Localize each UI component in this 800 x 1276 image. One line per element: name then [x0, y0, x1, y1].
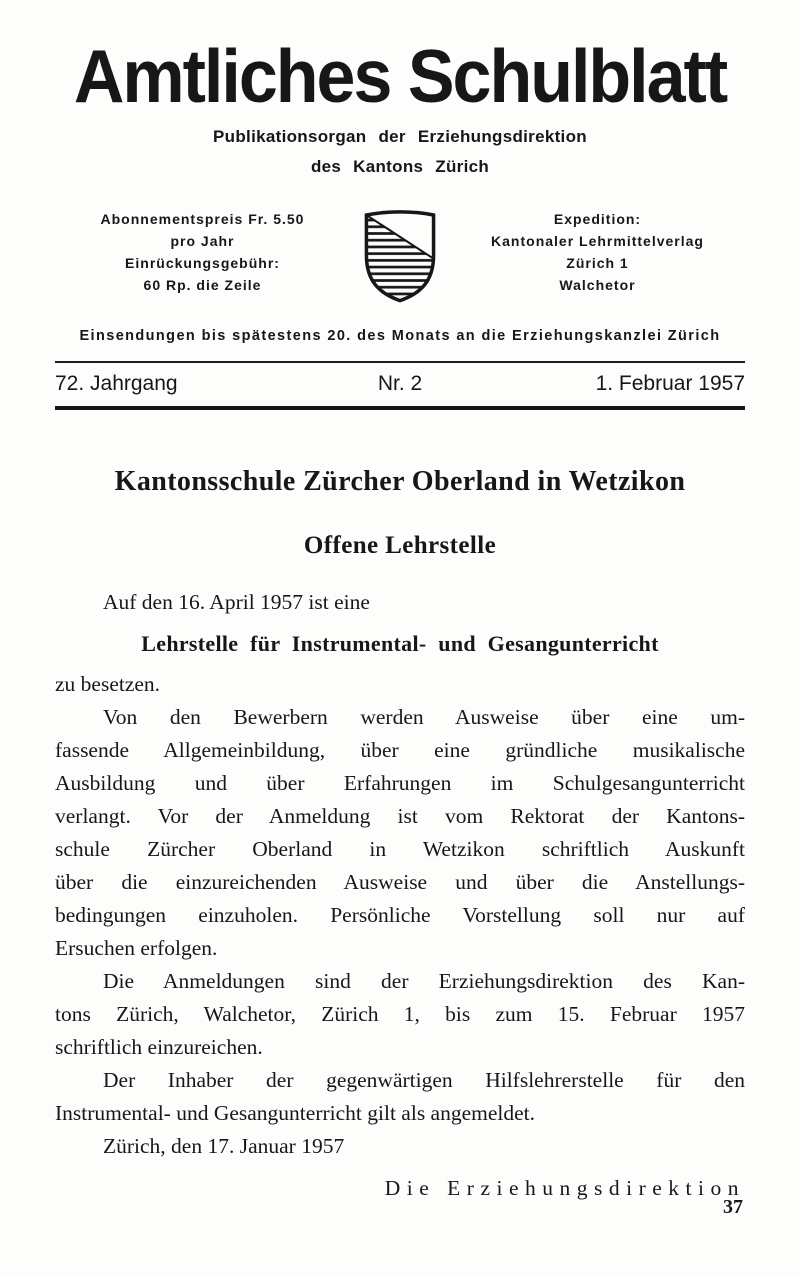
scanned-page [0, 33, 800, 1205]
article-heading: Kantonsschule Zürcher Oberland in Wetzikon [114, 466, 686, 497]
divider-bottom [55, 406, 745, 410]
subscription-info-line: pro Jahr [170, 233, 235, 249]
publication-subtitle-line1: Publikationsorgan der Erziehungsdirektion [213, 127, 587, 146]
publication-subtitle-line2: des Kantons Zürich [310, 157, 490, 176]
paragraph-line: Der Inhaber der gegenwärtigen Hilfslehrerstelle für den [103, 1068, 745, 1092]
dateline: Zürich, den 17. Januar 1957 [103, 1134, 345, 1158]
article [55, 466, 745, 1205]
paragraph-line: Von den Bewerbern werden Ausweise über eine um- [103, 705, 745, 729]
position-title-line: Lehrstelle für Instrumental- und Gesangunterricht [141, 631, 659, 656]
subscription-info-line: Einrückungsgebühr: [125, 255, 280, 271]
intro-close-line: zu besetzen. [55, 672, 161, 696]
zurich-coat-of-arms-icon [351, 208, 449, 304]
paragraph-line: Ausbildung und über Erfahrungen im Schulgesangunterricht [55, 771, 745, 795]
submission-deadline-note: Einsendungen bis spätestens 20. des Monats an die Erziehungskanzlei Zürich [79, 328, 721, 344]
expedition-info-line: Walchetor [559, 277, 636, 293]
subscription-info-line: Abonnementspreis Fr. 5.50 [100, 211, 305, 227]
intro-line: Auf den 16. April 1957 ist eine [103, 590, 370, 614]
paragraph-line: Die Anmeldungen sind der Erziehungsdirektion des Kan- [103, 969, 745, 993]
paragraph-line: schriftlich einzureichen. [55, 1035, 263, 1059]
paragraph-line: tons Zürich, Walchetor, Zürich 1, bis zum 15. Februar 1957 [55, 1002, 745, 1026]
signature: Die Erziehungsdirektion [384, 1176, 745, 1200]
paragraph-line: schule Zürcher Oberland in Wetzikon schriftlich Auskunft [55, 837, 745, 861]
expedition-info-block [450, 208, 745, 296]
expedition-info-line: Zürich 1 [566, 255, 629, 271]
expedition-info-line: Expedition: [553, 211, 642, 227]
publication-title: Amtliches Schulblatt [73, 33, 727, 119]
issue-date: 1. Februar 1957 [595, 372, 745, 395]
paragraph-line: Instrumental- und Gesangunterricht gilt als angemeldet. [55, 1101, 536, 1125]
expedition-info-line: Kantonaler Lehrmittelverlag [491, 233, 704, 249]
subscription-info-block [55, 208, 350, 296]
paragraph-line: fassende Allgemeinbildung, über eine gründliche musikalische [55, 738, 745, 762]
article-body [55, 586, 745, 1205]
issue-volume: 72. Jahrgang [55, 372, 178, 395]
article-subheading: Offene Lehrstelle [303, 532, 497, 559]
page-number: 37 [723, 1196, 743, 1218]
paragraph-line: verlangt. Vor der Anmeldung ist vom Rektorat der Kantons- [55, 804, 745, 828]
masthead-info-row [55, 208, 745, 304]
paragraph-line: über die einzureichenden Ausweise und über die Anstellungs- [55, 870, 745, 894]
issue-bar [55, 363, 745, 406]
issue-number: Nr. 2 [377, 372, 423, 395]
subscription-info-line: 60 Rp. die Zeile [143, 277, 262, 293]
paragraph-line: Ersuchen erfolgen. [55, 936, 218, 960]
paragraph-line: bedingungen einzuholen. Persönliche Vorstellung soll nur auf [55, 903, 745, 927]
